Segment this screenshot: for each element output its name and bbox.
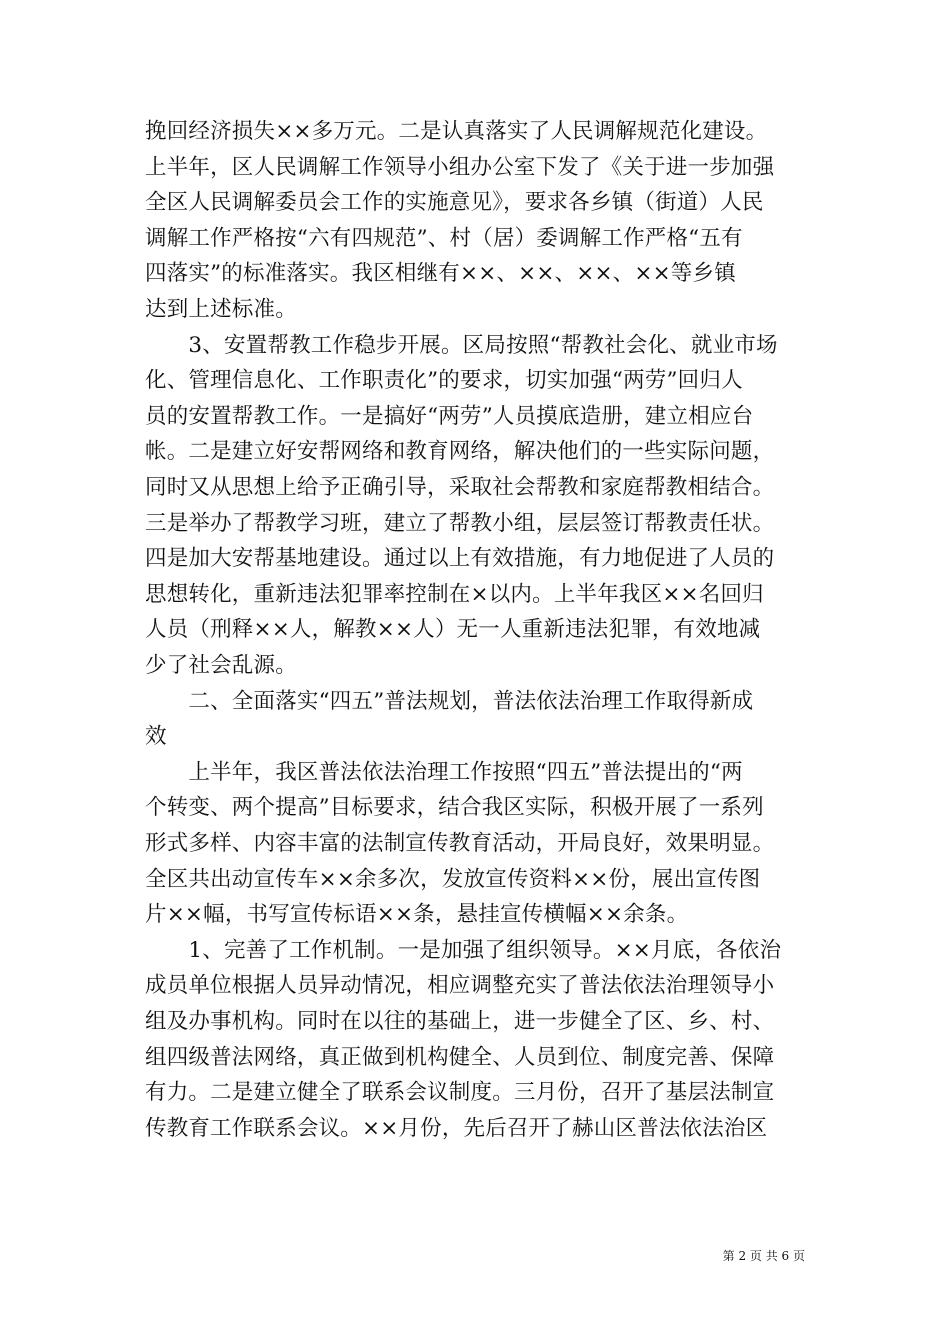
text-line: 少了社会乱源。 bbox=[145, 653, 297, 678]
text-line: 形式多样、内容丰富的法制宣传教育活动，开局良好，效果明显。 bbox=[145, 831, 775, 856]
text-line: 化、管理信息化、工作职责化”的要求，切实加强“两劳”回归人 bbox=[145, 368, 743, 394]
text-line: 有力。二是建立健全了联系会议制度。三月份，召开了基层法制宣 bbox=[145, 1080, 775, 1106]
text-line: 组及办事机构。同时在以往的基础上，进一步健全了区、乡、村、 bbox=[145, 1009, 775, 1034]
text-line: 三是举办了帮教学习班，建立了帮教小组，层层签订帮教责任状。 bbox=[145, 510, 775, 536]
text-line: 调解工作严格按“六有四规范”、村（居）委调解工作严格“五有 bbox=[145, 225, 743, 251]
text-line: 成员单位根据人员异动情况，相应调整充实了普法依法治理领导小 bbox=[145, 973, 775, 999]
text-line: 全区人民调解委员会工作的实施意见》，要求各乡镇（街道）人民 bbox=[145, 190, 764, 216]
text-line: 人员（刑释××人，解教××人）无一人重新违法犯罪，有效地减 bbox=[145, 617, 761, 643]
text-line: 片××幅，书写宣传标语××条，悬挂宣传横幅××余条。 bbox=[145, 902, 689, 928]
text-line: 员的安置帮教工作。一是搞好“两劳”人员摸底造册，建立相应台 bbox=[145, 403, 754, 429]
text-line: 四落实”的标准落实。我区相继有××、××、××、××等乡镇 bbox=[145, 261, 736, 287]
text-line: 思想转化，重新违法犯罪率控制在×以内。上半年我区××名回归 bbox=[145, 581, 764, 607]
section-heading: 二、全面落实“四五”普法规划，普法依法治理工作取得新成 bbox=[145, 688, 754, 714]
text-line: 个转变、两个提高”目标要求，结合我区实际，积极开展了一系列 bbox=[145, 795, 764, 821]
text-line: 上半年，我区普法依法治理工作按照“四五”普法提出的“两 bbox=[145, 759, 743, 785]
text-line: 传教育工作联系会议。××月份，先后召开了赫山区普法依法治区 bbox=[145, 1115, 768, 1141]
text-line: 帐。二是建立好安帮网络和教育网络，解决他们的一些实际问题， bbox=[145, 439, 775, 465]
text-line: 全区共出动宣传车××余多次，发放宣传资料××份，展出宣传图 bbox=[145, 866, 761, 892]
text-line: 挽回经济损失××多万元。二是认真落实了人民调解规范化建设。 bbox=[145, 119, 768, 144]
text-line: 同时又从思想上给予正确引导，采取社会帮教和家庭帮教相结合。 bbox=[145, 475, 775, 500]
page-number: 第 2 页 共 6 页 bbox=[722, 1249, 805, 1263]
text-line: 3、安置帮教工作稳步开展。区局按照“帮教社会化、就业市场 bbox=[145, 332, 778, 358]
text-line: 四是加大安帮基地建设。通过以上有效措施，有力地促进了人员的 bbox=[145, 546, 775, 572]
text-line: 组四级普法网络，真正做到机构健全、人员到位、制度完善、保障 bbox=[145, 1044, 775, 1070]
text-line: 达到上述标准。 bbox=[145, 297, 297, 322]
text-line: 1、完善了工作机制。一是加强了组织领导。××月底，各依治 bbox=[145, 937, 782, 963]
text-line: 上半年，区人民调解工作领导小组办公室下发了《关于进一步加强 bbox=[145, 154, 775, 180]
section-heading: 效 bbox=[145, 724, 167, 750]
